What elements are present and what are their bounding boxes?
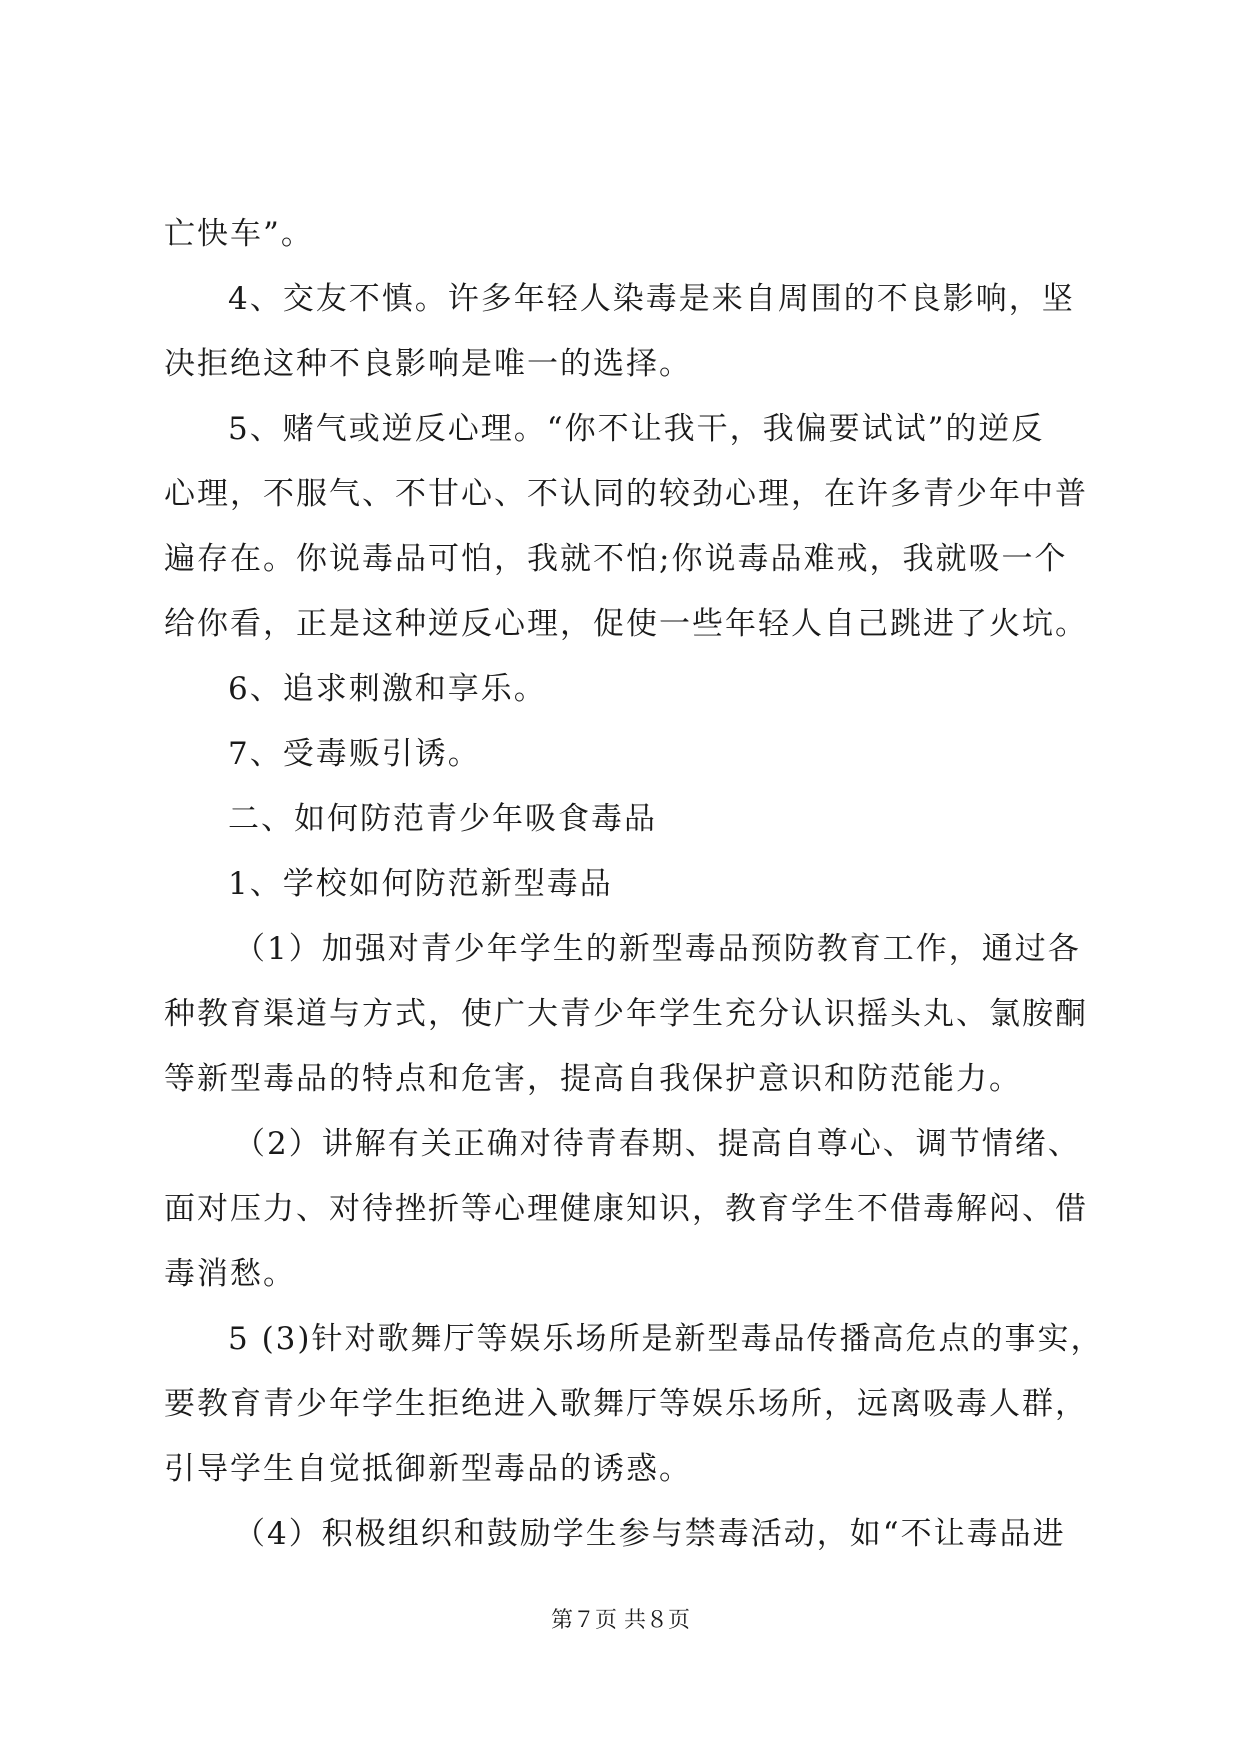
text-line: 遍存在。你说毒品可怕，我就不怕;你说毒品难戒，我就吸一个 <box>164 541 1068 577</box>
text-line: 面对压力、对待挫折等心理健康知识，教育学生不借毒解闷、借 <box>164 1191 1088 1227</box>
text-line: 6、追求刺激和享乐。 <box>228 671 547 707</box>
text-line: 引导学生自觉抵御新型毒品的诱惑。 <box>164 1451 692 1487</box>
text-line: 决拒绝这种不良影响是唯一的选择。 <box>164 346 692 382</box>
text-line: 4、交友不慎。许多年轻人染毒是来自周围的不良影响，坚 <box>228 281 1075 317</box>
text-line: 心理，不服气、不甘心、不认同的较劲心理，在许多青少年中普 <box>164 476 1088 512</box>
text-line: 要教育青少年学生拒绝进入歌舞厅等娱乐场所，远离吸毒人群， <box>164 1386 1088 1422</box>
text-line: 5、赌气或逆反心理。“你不让我干，我偏要试试”的逆反 <box>228 411 1045 447</box>
subsection-heading: 1、学校如何防范新型毒品 <box>228 866 613 902</box>
text-line: （4）积极组织和鼓励学生参与禁毒活动，如“不让毒品进 <box>234 1516 1066 1552</box>
document-body <box>164 202 1104 1567</box>
text-line: 给你看，正是这种逆反心理，促使一些年轻人自己跳进了火坑。 <box>164 606 1088 642</box>
text-line: 种教育渠道与方式，使广大青少年学生充分认识摇头丸、氯胺酮 <box>164 996 1088 1032</box>
page-number-footer: 第７页 共８页 <box>551 1608 690 1633</box>
text-line: 亡快车”。 <box>164 216 314 252</box>
section-heading: 二、如何防范青少年吸食毒品 <box>228 801 657 837</box>
text-line: （2）讲解有关正确对待青春期、提高自尊心、调节情绪、 <box>234 1126 1081 1162</box>
text-line: 5 (3)针对歌舞厅等娱乐场所是新型毒品传播高危点的事实， <box>228 1321 1104 1357</box>
text-line: 等新型毒品的特点和危害，提高自我保护意识和防范能力。 <box>164 1061 1022 1097</box>
text-line: 7、受毒贩引诱。 <box>228 736 481 772</box>
text-line: 毒消愁。 <box>164 1256 296 1292</box>
text-line: （1）加强对青少年学生的新型毒品预防教育工作，通过各 <box>234 931 1081 967</box>
